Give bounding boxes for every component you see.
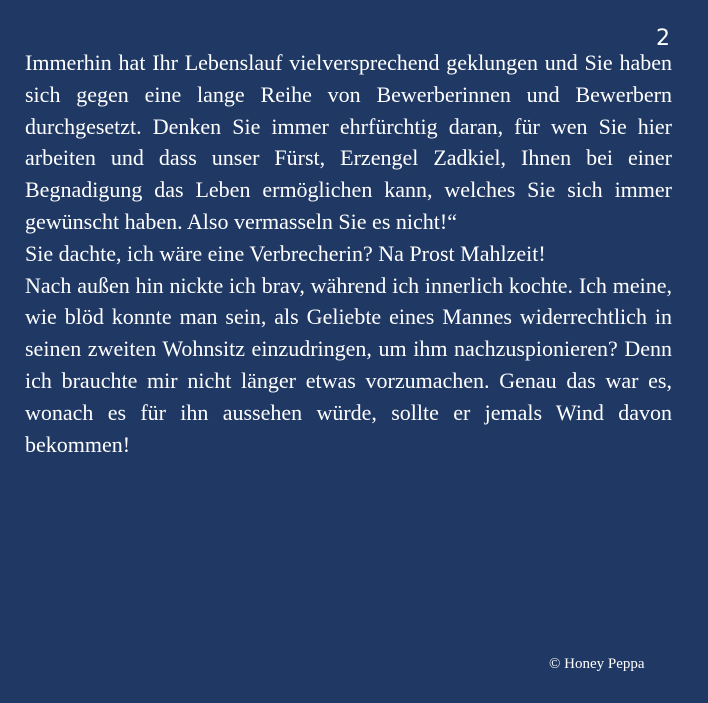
paragraph-3: Nach außen hin nickte ich brav, während ich innerlich kochte. Ich meine, wie blöd konnte man sein, als Geliebte eines Mannes widerrechtlich in seinen zweiten Wohnsitz einzudringen, um ihm nachzuspionieren? Denn ich brauchte mir nicht länger etwas vorzumachen. Genau das war es, wonach es für ihn aussehen würde, sollte er jemals Wind davon bekommen! [25, 272, 672, 457]
body-text [25, 47, 672, 460]
paragraph-2: Sie dachte, ich wäre eine Verbrecherin? Na Prost Mahlzeit! [25, 240, 546, 266]
copyright-notice: © Honey Peppa [549, 656, 645, 672]
paragraph-1: Immerhin hat Ihr Lebenslauf vielversprechend geklungen und Sie haben sich gegen eine lange Reihe von Bewerberinnen und Bewerbern durchgesetzt. Denken Sie immer ehrfürchtig daran, für wen Sie hier arbeiten und dass unser Fürst, Erzengel Zadkiel, Ihnen bei einer Begnadigung das Leben ermöglichen kann, welches Sie sich immer gewünscht haben. Also vermasseln Sie es nicht!“ [25, 50, 672, 234]
page-number: 2 [656, 26, 670, 51]
